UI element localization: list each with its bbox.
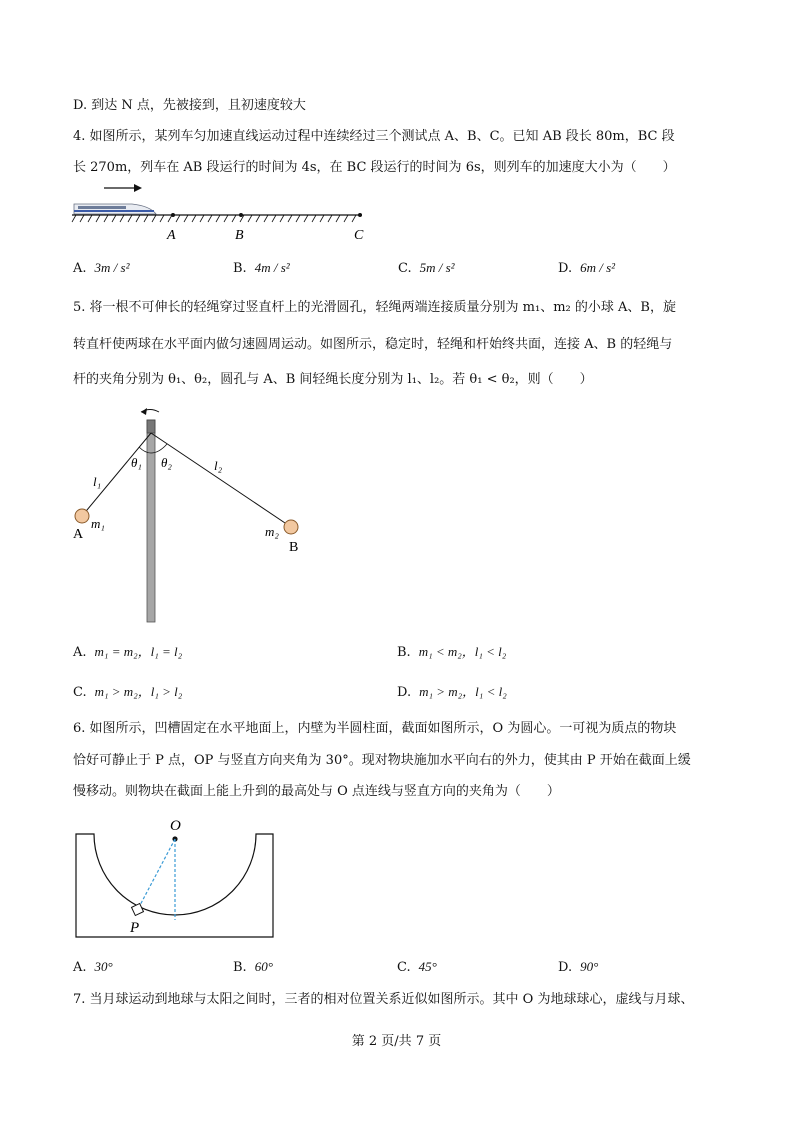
q5-stem-line2: 转直杆使两球在水平面内做匀速圆周运动。如图所示，稳定时，轻绳和杆始终共面，连接 A、B 的轻绳与 [73,337,673,352]
q5-option-c: C. m₁ > m₂，l₁ > l₂ [73,684,183,700]
q6-option-c: C. 45° [397,959,437,975]
q6-option-a: A. 30° [73,959,113,975]
label-l1: l₁ [93,474,102,489]
train-icon [74,204,156,214]
label-m2: m₂ [265,524,279,539]
q4-option-b: B. 4m / s² [233,260,290,276]
point-a [171,213,175,217]
q6-option-b: B. 60° [233,959,273,975]
q5-stem-line3: 杆的夹角分别为 θ₁、θ₂，圆孔与 A、B 间轻绳长度分别为 l₁、l₂。若 θ₁ < θ₂，则（ ） [73,372,593,387]
q6-groove-figure [70,812,280,944]
label-theta2: θ₂ [161,455,172,470]
label-o: O [170,818,181,834]
q5-stem-line1: 5. 将一根不可伸长的轻绳穿过竖直杆上的光滑圆孔，轻绳两端连接质量分别为 m₁、m₂ 的小球 A、B，旋 [73,300,676,315]
page-number: 第 2 页/共 7 页 [351,1034,442,1049]
q4-option-c: C. 5m / s² [398,260,455,276]
q4-stem-line2: 长 270m，列车在 AB 段运行的时间为 4s，在 BC 段运行的时间为 6s，则列车的加速度大小为（ ） [73,160,676,175]
q6-stem-line3: 慢移动。则物块在截面上能上升到的最高处与 O 点连线与竖直方向的夹角为（ ） [73,784,560,799]
label-theta1: θ₁ [131,455,142,470]
label-a: A [167,228,176,243]
q4-stem-line1: 4. 如图所示，某列车匀加速直线运动过程中连续经过三个测试点 A、B、C。已知 AB 段长 80m，BC 段 [73,129,675,144]
q6-stem-line1: 6. 如图所示，凹槽固定在水平地面上，内壁为半圆柱面，截面如图所示，O 为圆心。一可视为质点的物块 [73,721,677,736]
point-c [358,213,362,217]
label-ball-b: B [289,540,299,555]
q3-option-d: D. 到达 N 点，先被接到，且初速度较大 [73,98,306,113]
vertical-rod [147,420,155,622]
q6-option-d: D. 90° [558,959,599,975]
q4-train-figure [70,182,370,244]
label-l2: l₂ [214,458,223,473]
rod-hole [147,420,155,433]
label-p: P [130,920,140,936]
point-b [239,213,243,217]
q7-stem-line1: 7. 当月球运动到地球与太阳之间时，三者的相对位置关系近似如图所示。其中 O 为地球球心，虚线与月球、 [73,992,694,1007]
q5-rod-figure [65,400,315,630]
ball-b [284,520,298,534]
label-m1: m₁ [91,516,105,531]
q4-option-d: D. 6m / s² [558,260,616,276]
rotation-arrowhead-icon [141,408,147,415]
ball-a [75,509,89,523]
q5-option-d: D. m₁ > m₂，l₁ < l₂ [397,684,507,700]
arrowhead-icon [134,184,142,192]
op-dashed-line [138,839,175,909]
q5-option-a: A. m₁ = m₂，l₁ = l₂ [73,644,183,660]
ground-hatching [72,215,356,222]
label-ball-a: A [73,527,84,542]
q5-option-b: B. m₁ < m₂，l₁ < l₂ [397,644,507,660]
label-b: B [235,228,244,243]
label-c: C [354,228,364,243]
string-l2 [151,433,291,527]
q6-stem-line2: 恰好可静止于 P 点，OP 与竖直方向夹角为 30°。现对物块施加水平向右的外力，使其由 P 开始在截面上缓 [73,753,691,768]
q4-option-a: A. 3m / s² [73,260,130,276]
